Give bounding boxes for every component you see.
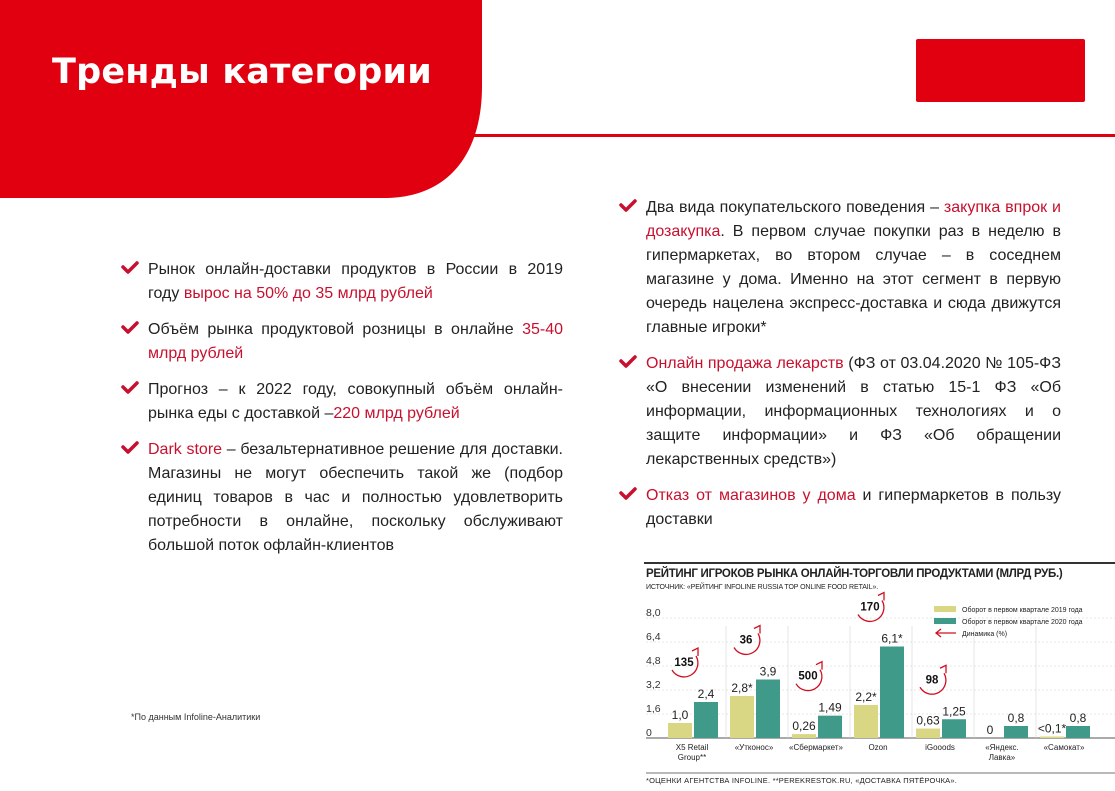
category-label: «Утконос» [734, 743, 774, 752]
footnote: *По данным Infoline-Аналитики [131, 712, 261, 722]
category-label: Лавка» [988, 753, 1016, 762]
bar-value-label: 1,0 [671, 708, 689, 722]
brand-logo-box [916, 39, 1085, 102]
category-label: «Яндекс. [985, 743, 1019, 752]
bar-2020 [1066, 726, 1090, 738]
bar-2019 [730, 696, 754, 738]
legend-growth-arrow-icon [936, 629, 956, 637]
y-tick-label: 1,6 [646, 703, 661, 715]
bar-2020 [880, 647, 904, 739]
y-tick-label: 8,0 [646, 607, 661, 619]
bullet-item [619, 196, 1061, 340]
checkmark-icon [121, 441, 139, 455]
y-tick-label: 4,8 [646, 655, 661, 667]
legend-label: Динамика (%) [962, 631, 1008, 638]
growth-label: 98 [925, 674, 939, 687]
left-bullet-list [121, 258, 563, 570]
bar-value-label: 0,8 [1069, 711, 1087, 725]
y-tick-label: 3,2 [646, 679, 661, 691]
y-tick-label: 0 [646, 727, 652, 739]
bar-2019 [668, 723, 692, 738]
growth-label: 36 [739, 634, 753, 647]
bar-2019 [916, 729, 940, 738]
checkmark-icon [121, 261, 139, 275]
chart-top-rule [644, 562, 1115, 564]
chart-source: ИСТОЧНИК: «РЕЙТИНГ INFOLINE RUSSIA TOP ONLINE FOOD RETAIL». [646, 584, 879, 591]
checkmark-icon [619, 355, 637, 369]
bar-value-label: <0,1* [1037, 721, 1067, 736]
y-tick-label: 6,4 [646, 631, 661, 643]
page-title: Тренды категории [52, 52, 432, 92]
header-divider-line [466, 134, 1115, 137]
legend-label: Оборот в первом квартале 2019 года [962, 607, 1083, 614]
chart-footnote: *ОЦЕНКИ АГЕНТСТВА INFOLINE. **PEREKRESTOK.RU, «ДОСТАВКА ПЯТЁРОЧКА». [646, 776, 957, 785]
growth-arrow-head [878, 593, 884, 601]
bullet-item [619, 352, 1061, 472]
bullet-text: Онлайн продажа лекарств (ФЗ от 03.04.2020 № 105-ФЗ «О внесении изменений в статью 15-1 ФЗ «Об информации, информационных технологиях и о защите информации» и ФЗ «Об обращении лекарственных средств») [646, 355, 1061, 468]
bar-value-label: 2,2* [855, 690, 877, 704]
bar-2019 [854, 705, 878, 738]
growth-label: 170 [860, 601, 880, 614]
growth-arrow-head [754, 626, 760, 634]
category-label: Ozon [868, 743, 888, 752]
bullet-text: Два вида покупательского поведения – закупка впрок и дозакупка. В первом случае покупки раз в неделю в гипермаркетах, во втором случае – в соседнем магазине у дома. Именно на этот сегмент в первую очередь нацелена экспресс-доставка и сюда движутся главные игроки* [646, 199, 1061, 336]
category-label: X5 Retail [675, 743, 709, 752]
bar-value-label: 0 [986, 723, 994, 737]
category-label: iGooods [925, 743, 955, 752]
category-label: «Самокат» [1043, 743, 1085, 752]
bar-2019 [1040, 737, 1064, 739]
bullet-item [121, 378, 563, 426]
checkmark-icon [619, 199, 637, 213]
bar-2019 [792, 734, 816, 738]
chart-growth-markers [672, 593, 946, 695]
bullet-item [121, 318, 563, 366]
checkmark-icon [619, 487, 637, 501]
bullet-text: Рынок онлайн-доставки продуктов в России в 2019 году вырос на 50% до 35 млрд рублей [148, 261, 563, 302]
category-label: Group** [677, 753, 707, 762]
bar-value-label: 0,8 [1007, 711, 1025, 725]
category-label: «Сбермаркет» [789, 743, 843, 752]
growth-arrow-head [816, 662, 822, 670]
chart-title: РЕЙТИНГ ИГРОКОВ РЫНКА ОНЛАЙН-ТОРГОВЛИ ПРОДУКТАМИ (МЛРД РУБ.) [646, 568, 1063, 580]
bar-2020 [694, 702, 718, 738]
bullet-text: Прогноз – к 2022 году, совокупный объём онлайн-рынка еды с доставкой –220 млрд рублей [148, 381, 563, 422]
chart-canvas [644, 562, 1115, 791]
growth-arrow-head [940, 665, 946, 673]
bullet-item [619, 484, 1061, 532]
legend-label: Оборот в первом квартале 2020 года [962, 619, 1083, 626]
growth-label: 135 [674, 657, 694, 669]
bar-2020 [942, 719, 966, 738]
chart-category-labels [676, 743, 1085, 762]
bar-2020 [1004, 726, 1028, 738]
checkmark-icon [121, 381, 139, 395]
checkmark-icon [121, 321, 139, 335]
bar-value-label: 1,49 [818, 700, 842, 715]
bar-value-label: 0,63 [916, 713, 940, 728]
bar-value-label: 6,1* [881, 631, 903, 646]
header-red-shape [0, 0, 482, 198]
bar-value-label: 2,8* [731, 681, 753, 695]
bar-value-label: 2,4 [697, 687, 715, 701]
bullet-text: Объём рынка продуктовой розницы в онлайне 35-40 млрд рублей [148, 321, 563, 362]
right-bullet-list [619, 196, 1061, 544]
bullet-item [121, 438, 563, 558]
legend-swatch [934, 618, 956, 624]
bar-value-label: 0,26 [792, 719, 816, 734]
bar-value-label: 3,9 [759, 664, 777, 679]
bar-value-label: 1,25 [942, 704, 966, 719]
chart-legend [934, 606, 1083, 638]
growth-label: 500 [798, 670, 818, 683]
bar-2020 [818, 716, 842, 738]
bullet-item [121, 258, 563, 306]
legend-swatch [934, 606, 956, 612]
growth-arrow-head [692, 648, 698, 656]
bullet-text: Отказ от магазинов у дома и гипермаркетов в пользу доставки [646, 487, 1061, 528]
bar-2020 [756, 680, 780, 739]
bar-chart [644, 562, 1115, 791]
bullet-text: Dark store – безальтернативное решение для доставки. Магазины не могут обеспечить такой же (подбор единиц товаров в час и полностью удовлетворить потребности в онлайне, поскольку обслуживают большой поток офлайн-клиентов [148, 441, 563, 554]
